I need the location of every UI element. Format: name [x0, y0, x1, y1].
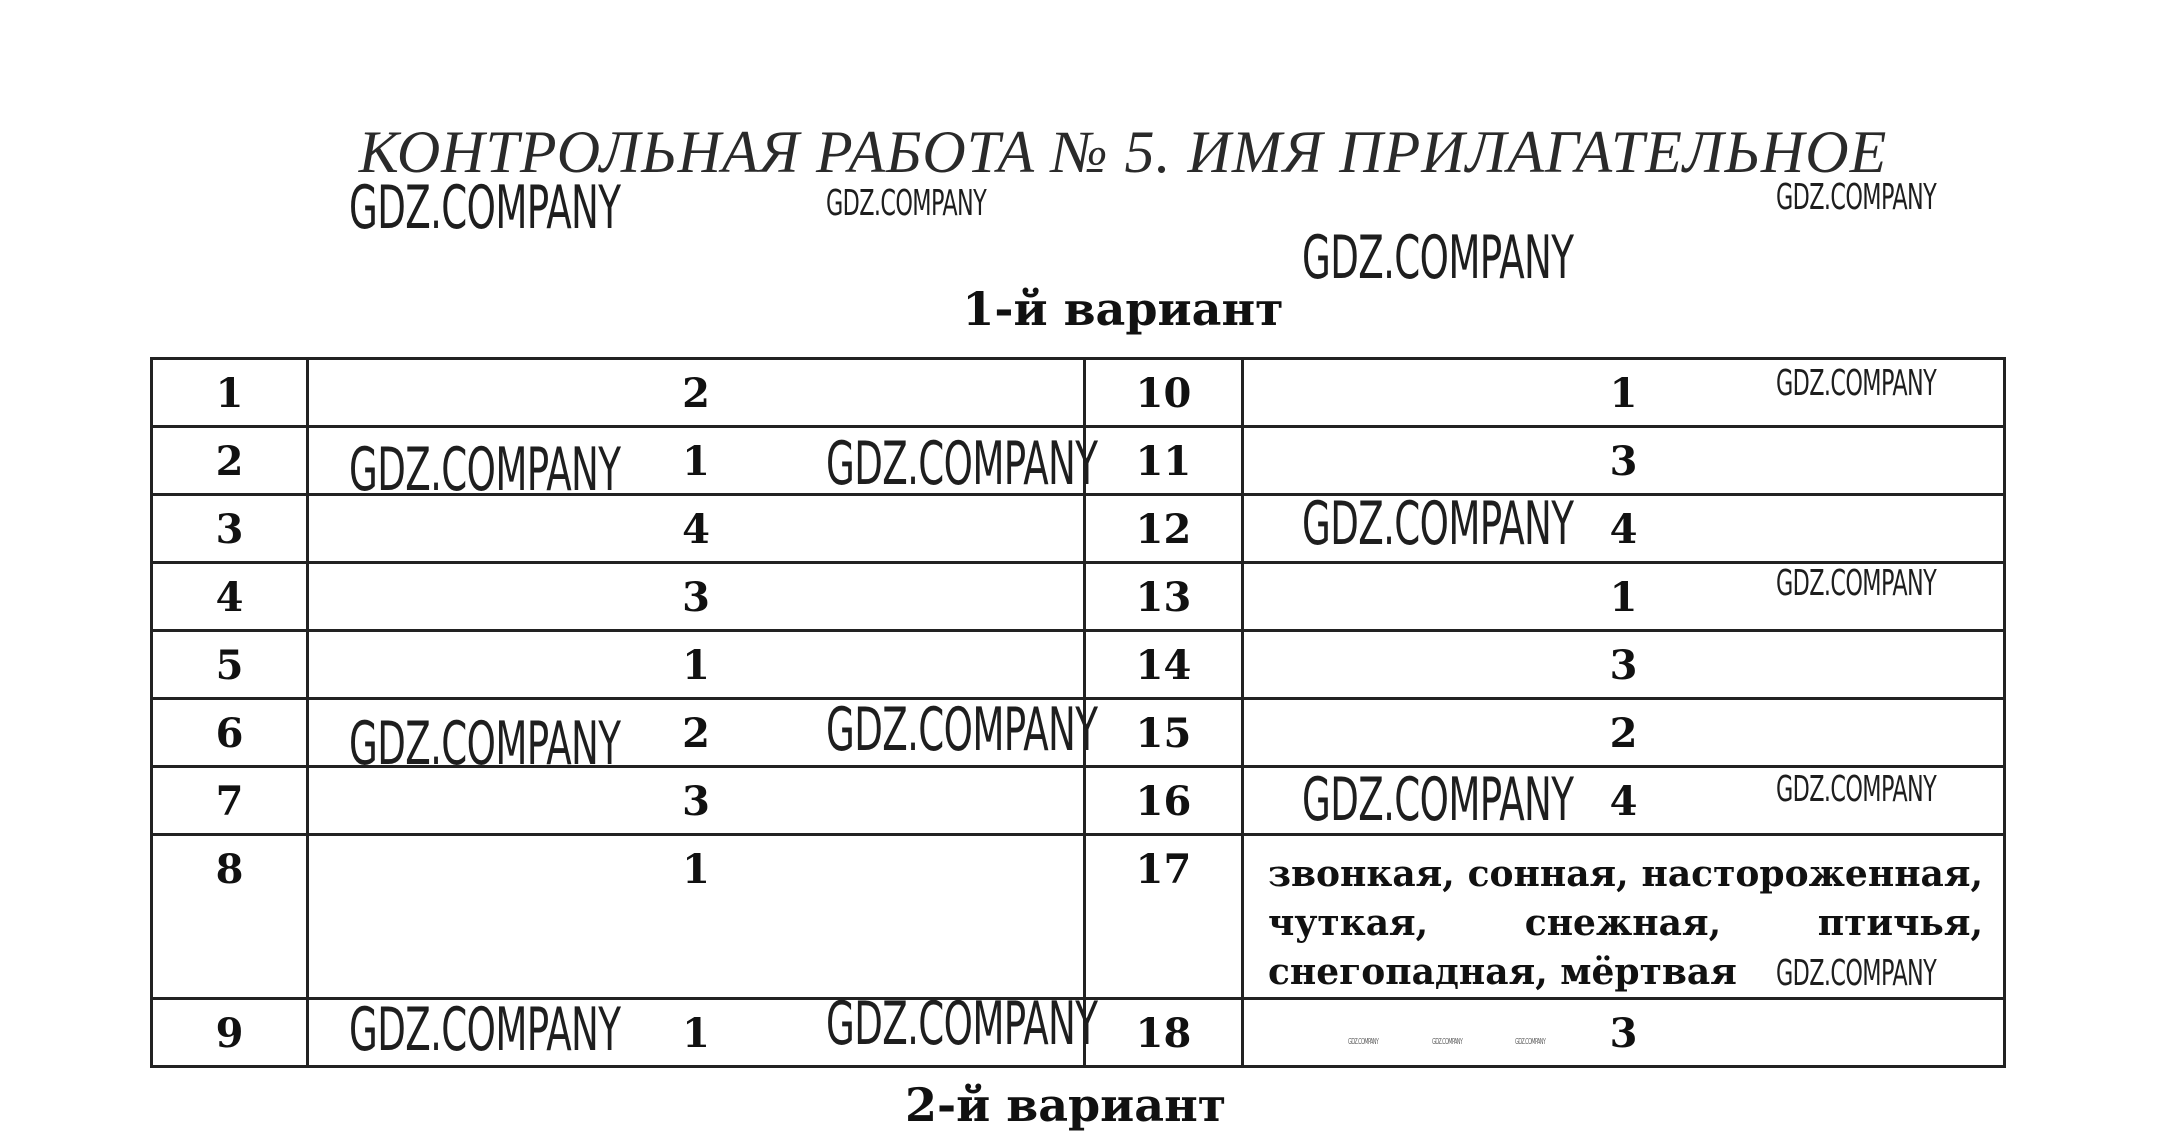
watermark: GDZ.COMPANY	[1302, 223, 1574, 293]
answer-cell: 4	[1243, 767, 2005, 835]
question-number: 5	[152, 631, 308, 699]
question-number: 16	[1085, 767, 1243, 835]
question-number: 6	[152, 699, 308, 767]
watermark: GDZ.COMPANY	[1515, 1037, 1546, 1046]
watermark: GDZ.COMPANY	[1776, 563, 1937, 604]
answer-cell: 3	[308, 767, 1085, 835]
question-number: 3	[152, 495, 308, 563]
answer-cell: 3	[1243, 631, 2005, 699]
question-number: 1	[152, 359, 308, 427]
answer-cell: 1	[308, 631, 1085, 699]
table-row	[152, 631, 2005, 699]
question-number: 10	[1085, 359, 1243, 427]
question-number: 15	[1085, 699, 1243, 767]
question-number: 4	[152, 563, 308, 631]
question-number: 8	[152, 835, 308, 999]
page-title: КОНТРОЛЬНАЯ РАБОТА № 5. ИМЯ ПРИЛАГАТЕЛЬНОЕ	[358, 119, 1888, 185]
next-variant-heading: 2-й вариант	[905, 1078, 1227, 1132]
watermark: GDZ.COMPANY	[826, 429, 1098, 499]
answer-cell: 1	[308, 999, 1085, 1067]
answer-cell: 1	[1243, 563, 2005, 631]
table-row	[152, 563, 2005, 631]
question-number: 11	[1085, 427, 1243, 495]
question-number: 12	[1085, 495, 1243, 563]
question-number: 17	[1085, 835, 1243, 999]
question-number: 2	[152, 427, 308, 495]
answer-cell: 1	[1243, 359, 2005, 427]
answer-cell: 2	[308, 699, 1085, 767]
watermark: GDZ.COMPANY	[1776, 177, 1937, 218]
question-number: 7	[152, 767, 308, 835]
watermark: GDZ.COMPANY	[1776, 769, 1937, 810]
answer-cell: 4	[1243, 495, 2005, 563]
answer-cell: 3	[308, 563, 1085, 631]
watermark: GDZ.COMPANY	[826, 183, 987, 224]
watermark: GDZ.COMPANY	[1776, 363, 1937, 404]
watermark: GDZ.COMPANY	[349, 709, 621, 779]
watermark: GDZ.COMPANY	[349, 435, 621, 505]
watermark: GDZ.COMPANY	[1302, 489, 1574, 559]
question-number: 14	[1085, 631, 1243, 699]
answer-cell: 4	[308, 495, 1085, 563]
question-number: 9	[152, 999, 308, 1067]
table-row	[152, 835, 2005, 999]
answer-cell: 1	[308, 427, 1085, 495]
watermark: GDZ.COMPANY	[1776, 953, 1937, 994]
answer-cell: 2	[308, 359, 1085, 427]
table-row	[152, 359, 2005, 427]
answer-cell: 1	[308, 835, 1085, 999]
watermark: GDZ.COMPANY	[1348, 1037, 1379, 1046]
answer-cell: 3	[1243, 999, 2005, 1067]
question-number: 13	[1085, 563, 1243, 631]
answer-cell: 2	[1243, 699, 2005, 767]
watermark: GDZ.COMPANY	[826, 989, 1098, 1059]
watermark: GDZ.COMPANY	[1302, 765, 1574, 835]
answer-cell: 3	[1243, 427, 2005, 495]
answer-text-cell: звонкая, сонная, настороженная, чуткая, снежная, птичья, снегопадная, мёртвая	[1243, 835, 2005, 999]
variant-heading: 1-й вариант	[962, 282, 1284, 336]
watermark: GDZ.COMPANY	[826, 695, 1098, 765]
watermark: GDZ.COMPANY	[349, 995, 621, 1065]
watermark: GDZ.COMPANY	[349, 173, 621, 243]
question-number: 18	[1085, 999, 1243, 1067]
watermark: GDZ.COMPANY	[1432, 1037, 1463, 1046]
